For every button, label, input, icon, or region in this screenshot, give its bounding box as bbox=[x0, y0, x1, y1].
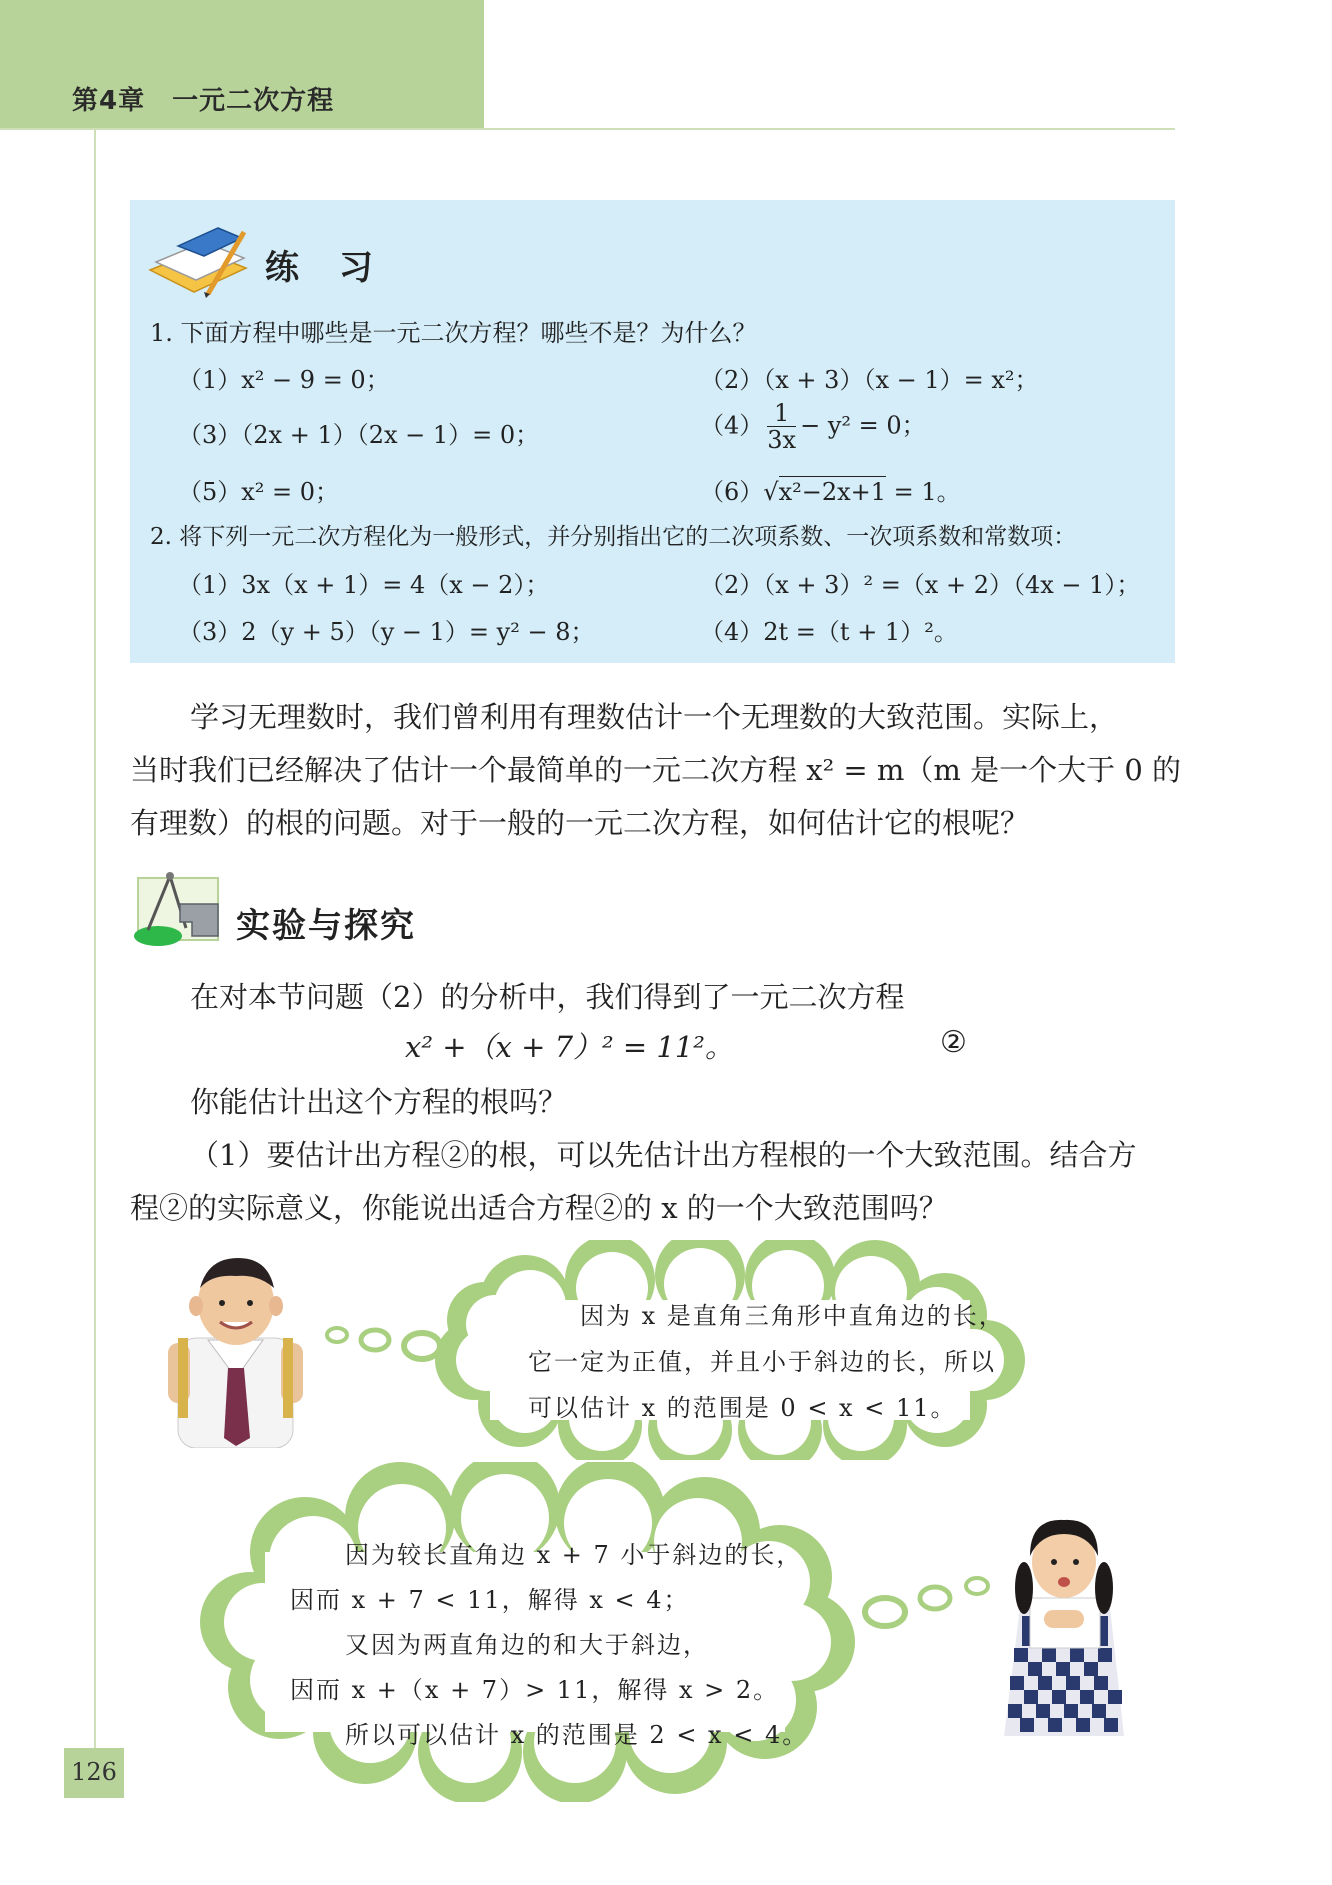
equation-2: x² +（x + 7）² = 11²。 bbox=[405, 1030, 734, 1064]
cloud1-line-2: 它一定为正值，并且小于斜边的长，所以 bbox=[528, 1348, 996, 1376]
cloud2-line-5: 所以可以估计 x 的范围是 2 < x < 4。 bbox=[345, 1721, 809, 1749]
q1-item-3: （3）（2x + 1）（2x − 1）= 0； bbox=[178, 421, 540, 449]
cloud2-line-4: 因而 x +（x + 7）> 11，解得 x > 2。 bbox=[290, 1676, 780, 1704]
q1-item-1: （1）x² − 9 = 0； bbox=[178, 366, 390, 394]
intro-line-1: 学习无理数时，我们曾利用有理数估计一个无理数的大致范围。实际上， bbox=[190, 700, 1119, 734]
q1-prompt: 1. 下面方程中哪些是一元二次方程？哪些不是？为什么？ bbox=[150, 319, 757, 347]
q1-item-5: （5）x² = 0； bbox=[178, 478, 340, 506]
q2-item-3: （3）2（y + 5）（y − 1）= y² − 8； bbox=[178, 618, 595, 646]
exercise-box bbox=[130, 200, 1175, 663]
q1-item-4-rest: − y² = 0； bbox=[800, 411, 926, 440]
q1-item-6-label: （6） bbox=[700, 478, 764, 506]
girl-figure bbox=[1000, 1498, 1130, 1738]
intro-line-2: 当时我们已经解决了估计一个最简单的一元二次方程 x² = m（m 是一个大于 0 的 bbox=[130, 753, 1182, 787]
explore-line-1: 在对本节问题（2）的分析中，我们得到了一元二次方程 bbox=[190, 980, 905, 1014]
page-number: 126 bbox=[71, 1758, 117, 1786]
compass-ruler-icon bbox=[130, 870, 226, 950]
q2-prompt: 2. 将下列一元二次方程化为一般形式，并分别指出它的二次项系数、一次项系数和常数项： bbox=[150, 524, 1077, 550]
explore-line-2: 你能估计出这个方程的根吗？ bbox=[190, 1085, 568, 1119]
q2-item-1: （1）3x（x + 1）= 4（x − 2）； bbox=[178, 571, 550, 599]
cloud2-line-3: 又因为两直角边的和大于斜边， bbox=[345, 1631, 709, 1659]
fraction-numerator: 1 bbox=[767, 400, 796, 427]
q1-item-6 bbox=[700, 472, 961, 507]
q1-item-4 bbox=[700, 400, 926, 454]
q2-item-4: （4）2t =（t + 1）²。 bbox=[700, 618, 958, 646]
notebook-pencil-icon bbox=[148, 222, 248, 300]
cloud1-line-1: 因为 x 是直角三角形中直角边的长， bbox=[580, 1302, 1005, 1330]
q1-item-4-label: （4） bbox=[700, 411, 764, 440]
fraction bbox=[767, 400, 796, 454]
explore-title: 实验与探究 bbox=[236, 906, 416, 946]
explore-line-4: 程②的实际意义，你能说出适合方程②的 x 的一个大致范围吗？ bbox=[130, 1191, 948, 1225]
header-rule bbox=[0, 128, 1175, 130]
sqrt-radicand: x²−2x+1 bbox=[778, 478, 887, 506]
cloud2-line-1: 因为较长直角边 x + 7 小于斜边的长， bbox=[345, 1541, 803, 1569]
boy-figure bbox=[148, 1248, 323, 1448]
explore-line-3: （1）要估计出方程②的根，可以先估计出方程根的一个大致范围。结合方 bbox=[190, 1138, 1137, 1172]
equation-marker: ② bbox=[940, 1025, 967, 1060]
cloud2-line-2: 因而 x + 7 < 11，解得 x < 4； bbox=[290, 1586, 690, 1614]
fraction-denominator: 3x bbox=[767, 426, 797, 455]
sqrt-sign: √ bbox=[763, 478, 779, 506]
margin-rule bbox=[94, 130, 96, 1750]
q2-item-2: （2）（x + 3）² =（x + 2）（4x − 1）； bbox=[700, 571, 1141, 599]
exercise-title: 练 习 bbox=[265, 248, 387, 288]
intro-line-3: 有理数）的根的问题。对于一般的一元二次方程，如何估计它的根呢？ bbox=[130, 806, 1030, 840]
page-number-box bbox=[64, 1748, 124, 1798]
q1-item-6-rest: = 1。 bbox=[886, 478, 961, 506]
cloud1-line-3: 可以估计 x 的范围是 0 < x < 11。 bbox=[528, 1394, 957, 1422]
chapter-title: 第4章 一元二次方程 bbox=[72, 86, 335, 116]
q1-item-2: （2）（x + 3）（x − 1）= x²； bbox=[700, 366, 1039, 394]
